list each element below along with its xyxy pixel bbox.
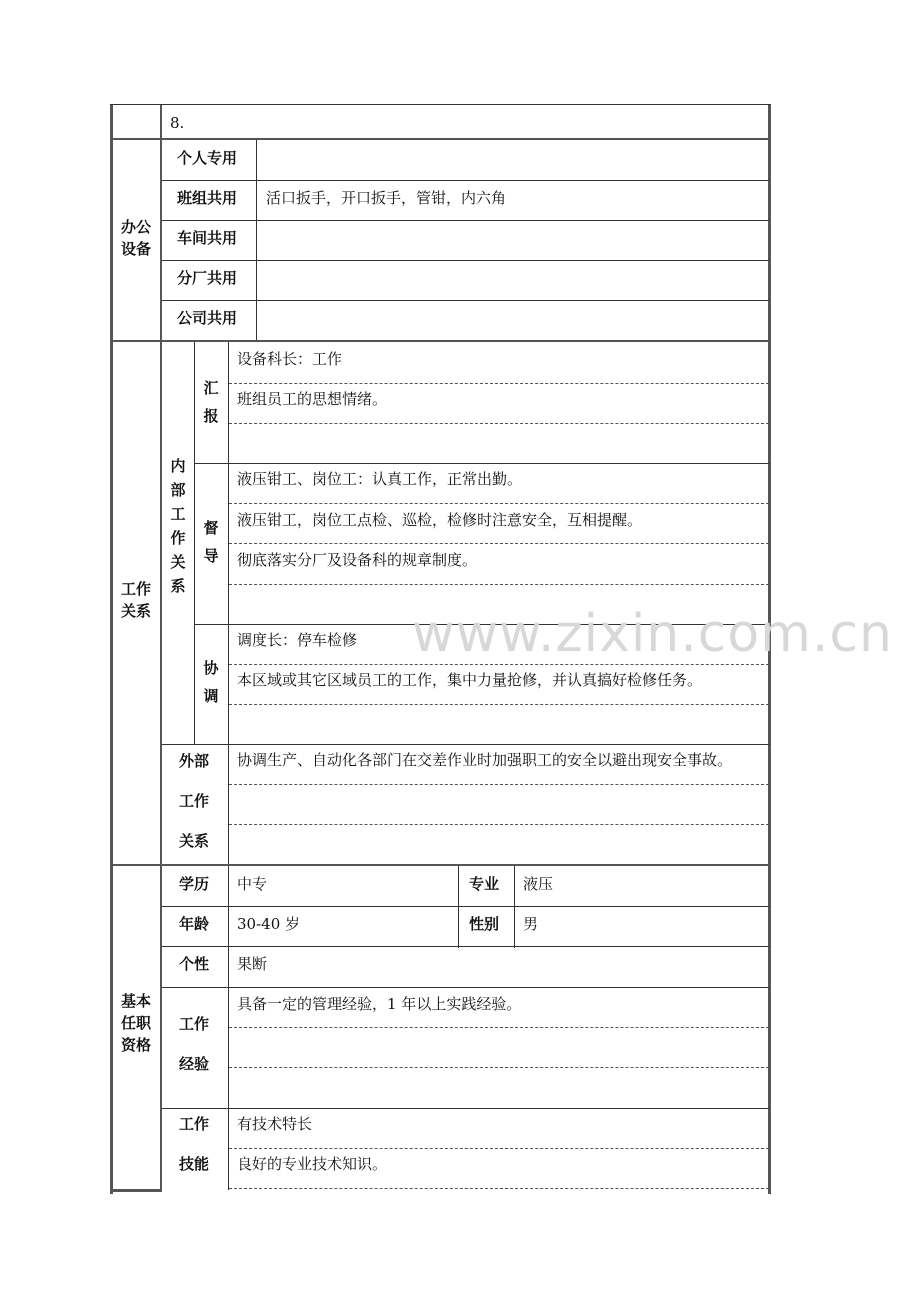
- report-line: 设备科长：工作: [237, 350, 343, 368]
- report-line: 班组员工的思想情绪。: [237, 390, 388, 408]
- row-line: [162, 180, 769, 181]
- external-label-part: 关系: [179, 832, 210, 850]
- dashed-line: [229, 423, 769, 424]
- dashed-line: [229, 704, 769, 705]
- row-line: [162, 987, 769, 988]
- dashed-line: [229, 543, 769, 544]
- row-line: [162, 1108, 769, 1109]
- dashed-line: [229, 824, 769, 825]
- dashed-line: [229, 784, 769, 785]
- skills-label-part: 工作: [179, 1115, 210, 1133]
- skills-line: 良好的专业技术知识。: [237, 1155, 388, 1173]
- dashed-line: [229, 584, 769, 585]
- report-label: 汇报: [203, 379, 219, 425]
- dashed-line: [229, 503, 769, 504]
- section-separator: [110, 138, 771, 140]
- work-relations-label: 工作关系: [120, 580, 151, 620]
- dashed-line: [229, 1027, 769, 1028]
- equipment-personal-label: 个人专用: [177, 149, 238, 167]
- row-line: [162, 260, 769, 261]
- personality-label: 个性: [179, 955, 210, 973]
- dashed-line: [229, 1148, 769, 1149]
- major-value: 液压: [523, 875, 554, 893]
- external-label-part: 工作: [179, 792, 210, 810]
- cell-divider: [194, 342, 195, 744]
- row-line: [162, 906, 769, 907]
- gender-value: 男: [523, 915, 539, 933]
- row-line: [162, 220, 769, 221]
- coordinate-line: 本区域或其它区域员工的工作，集中力量抢修，并认真搞好检修任务。: [237, 671, 703, 689]
- row-line: [162, 300, 769, 301]
- education-label: 学历: [179, 875, 210, 893]
- first-column-border: [160, 104, 162, 1192]
- education-value: 中专: [237, 875, 268, 893]
- table-border-left: [110, 104, 113, 1194]
- supervise-label: 督导: [203, 519, 219, 565]
- watermark: www.zixin.com.cn: [412, 604, 893, 664]
- experience-label-part: 工作: [179, 1015, 210, 1033]
- item-number: 8.: [170, 114, 185, 132]
- dashed-line: [229, 1188, 769, 1189]
- internal-relations-label: 内部工作关系: [170, 457, 186, 595]
- coordinate-line: 调度长：停车检修: [237, 631, 358, 649]
- external-line: 协调生产、自动化各部门在交差作业时加强职工的安全以避出现安全事故。: [237, 751, 733, 769]
- equipment-team-label: 班组共用: [177, 189, 238, 207]
- major-label: 专业: [469, 875, 500, 893]
- equipment-company-label: 公司共用: [177, 309, 238, 327]
- supervise-line: 彻底落实分厂及设备科的规章制度。: [237, 551, 478, 569]
- equipment-workshop-label: 车间共用: [177, 229, 238, 247]
- qualifications-label: 基本任职资格: [120, 992, 151, 1054]
- table-border-bottom: [110, 1189, 162, 1192]
- supervise-line: 液压钳工、岗位工：认真工作，正常出勤。: [237, 470, 523, 488]
- external-label-part: 外部: [179, 752, 210, 770]
- experience-line: 具备一定的管理经验，1 年以上实践经验。: [237, 995, 522, 1013]
- age-value: 30-40 岁: [237, 915, 301, 933]
- personality-value: 果断: [237, 955, 268, 973]
- dashed-line: [229, 1067, 769, 1068]
- cell-divider: [228, 342, 229, 864]
- table-top-line: [110, 104, 771, 105]
- section-separator: [110, 340, 771, 342]
- row-line: [162, 946, 769, 947]
- office-equipment-label: 办公设备: [120, 218, 151, 258]
- cell-divider: [458, 866, 459, 948]
- equipment-branch-label: 分厂共用: [177, 269, 238, 287]
- coordinate-label: 协调: [203, 659, 219, 705]
- gender-label: 性别: [469, 915, 500, 933]
- skills-line: 有技术特长: [237, 1115, 313, 1133]
- cell-divider: [228, 866, 229, 1190]
- equipment-team-value: 活口扳手，开口扳手，管钳，内六角: [266, 189, 507, 207]
- experience-label-part: 经验: [179, 1055, 210, 1073]
- dashed-line: [229, 383, 769, 384]
- age-label: 年龄: [179, 915, 210, 933]
- skills-label-part: 技能: [179, 1155, 210, 1173]
- dashed-line: [229, 664, 769, 665]
- row-line: [194, 463, 769, 464]
- cell-divider: [256, 140, 257, 340]
- cell-divider: [514, 866, 515, 948]
- row-line: [162, 744, 769, 745]
- supervise-line: 液压钳工，岗位工点检、巡检，检修时注意安全，互相提醒。: [237, 511, 643, 529]
- section-separator: [110, 864, 771, 866]
